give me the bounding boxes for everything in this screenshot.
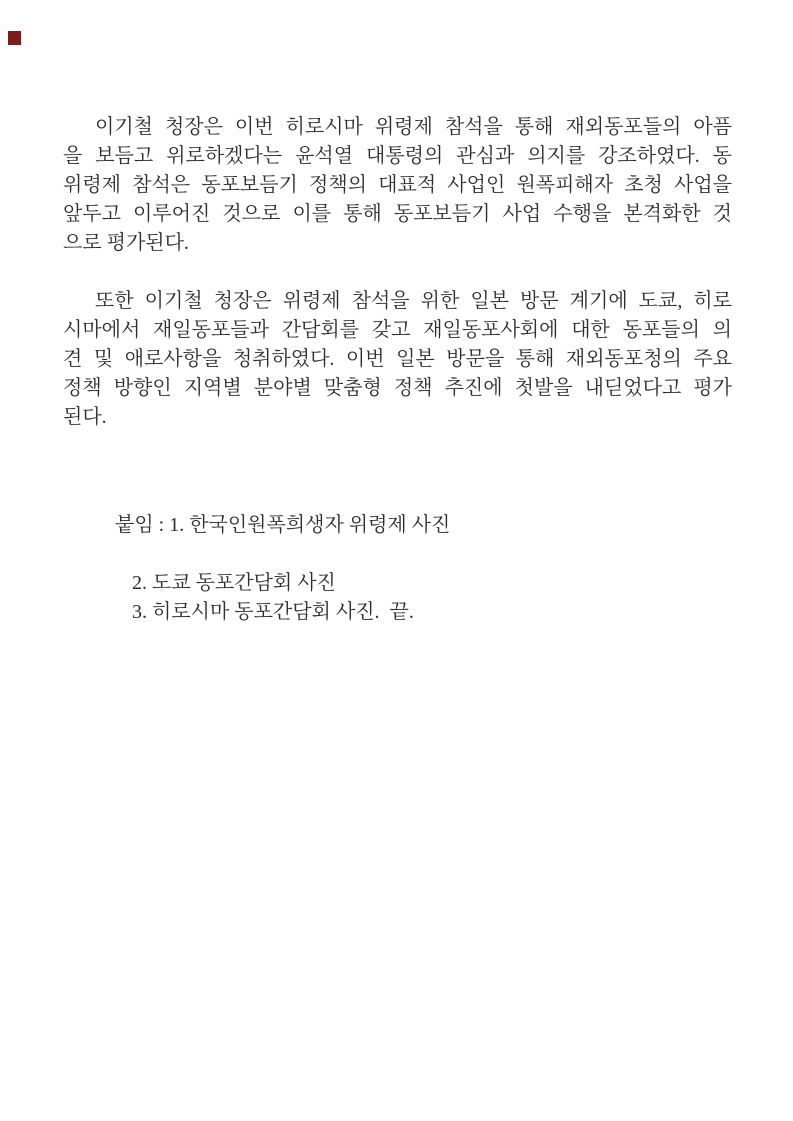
paragraph-line: 시마에서 재일동포들과 간담회를 갖고 재일동포사회에 대한 동포들의 의 bbox=[63, 319, 732, 341]
paragraph-line: 을 보듬고 위로하겠다는 윤석열 대통령의 관심과 의지를 강조하였다. 동 bbox=[63, 145, 732, 167]
attachment-list bbox=[63, 482, 732, 627]
paragraph-line: 으로 평가된다. bbox=[63, 232, 189, 254]
paragraph-line: 위령제 참석은 동포보듬기 정책의 대표적 사업인 원폭피해자 초청 사업을 bbox=[63, 174, 732, 196]
document-body bbox=[63, 113, 732, 627]
red-stamp-marker bbox=[8, 31, 21, 45]
paragraph-line: 견 및 애로사항을 청취하였다. 이번 일본 방문을 통해 재외동포청의 주요 bbox=[63, 348, 732, 370]
attachment-label: 붙임 : bbox=[115, 514, 170, 536]
paragraph-line: 정책 방향인 지역별 분야별 맞춤형 정책 추진에 첫발을 내딛었다고 평가 bbox=[63, 377, 732, 399]
paragraph-line: 된다. bbox=[63, 406, 107, 428]
attachment-item: 2. 도쿄 동포간담회 사진 bbox=[132, 572, 336, 594]
attachment-item bbox=[75, 482, 732, 569]
attachment-item: 3. 히로시마 동포간담회 사진. 끝. bbox=[132, 601, 414, 623]
paragraph-1 bbox=[63, 113, 732, 258]
attachment-item-text: 1. 한국인원폭희생자 위령제 사진 bbox=[169, 514, 451, 536]
paragraph-line: 앞두고 이루어진 것으로 이를 통해 동포보듬기 사업 수행을 본격화한 것 bbox=[63, 203, 732, 225]
paragraph-2 bbox=[63, 287, 732, 432]
paragraph-line: 이기철 청장은 이번 히로시마 위령제 참석을 통해 재외동포들의 아픔 bbox=[95, 116, 732, 138]
paragraph-line: 또한 이기철 청장은 위령제 참석을 위한 일본 방문 계기에 도쿄, 히로 bbox=[95, 290, 732, 312]
